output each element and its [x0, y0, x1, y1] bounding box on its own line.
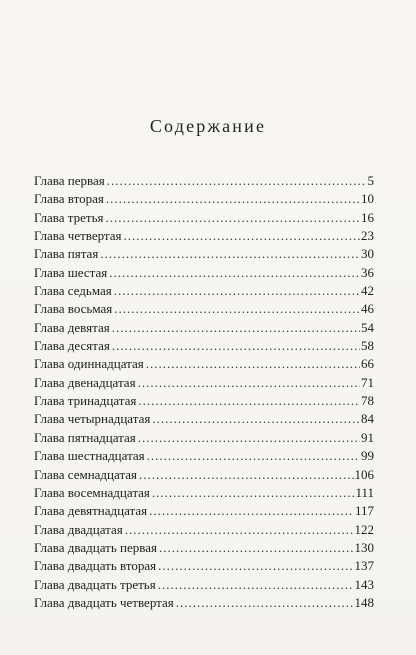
- toc-entry-title: Глава десятая: [34, 338, 110, 354]
- dot-leader: [138, 429, 360, 447]
- toc-entry: [34, 172, 374, 190]
- toc-entry-title: Глава шестая: [34, 264, 108, 280]
- dot-leader: [100, 245, 360, 263]
- toc-entry-title: Глава тринадцатая: [34, 393, 137, 409]
- toc-entry: [34, 521, 374, 539]
- toc-entry-title: Глава двадцать вторая: [34, 558, 157, 574]
- toc-entry-page-number: 111: [355, 484, 374, 500]
- dot-leader: [158, 557, 353, 575]
- toc-entry: [34, 300, 374, 318]
- toc-entry: [34, 594, 374, 612]
- toc-entry-page-number: 122: [354, 521, 374, 537]
- toc-entry: [34, 539, 374, 557]
- toc-entry-page-number: 54: [361, 319, 374, 335]
- toc-entry-page-number: 5: [367, 173, 374, 188]
- toc-entry: [34, 245, 374, 263]
- toc-entry-page-number: 10: [361, 191, 374, 207]
- toc-entry-page-number: 16: [361, 209, 374, 225]
- toc-entry: [34, 557, 374, 575]
- toc-entry-title: Глава двадцать третья: [34, 576, 156, 592]
- toc-entry-title: Глава восьмая: [34, 301, 113, 317]
- toc-entry: [34, 429, 374, 447]
- toc-entry-title: Глава двадцатая: [34, 521, 123, 537]
- toc-entry-page-number: 143: [354, 576, 374, 592]
- dot-leader: [109, 264, 360, 282]
- toc-entry-page-number: 99: [361, 448, 374, 464]
- toc-entry: [34, 190, 374, 208]
- toc-entry-page-number: 36: [361, 264, 374, 280]
- toc-entry: [34, 227, 374, 245]
- toc-entry-title: Глава двадцать первая: [34, 539, 157, 555]
- toc-entry: [34, 374, 374, 392]
- toc-entry-page-number: 58: [361, 338, 374, 354]
- dot-leader: [106, 190, 360, 208]
- dot-leader: [114, 300, 360, 318]
- dot-leader: [138, 392, 360, 410]
- toc-entry-title: Глава первая: [34, 173, 105, 188]
- toc-entry: [34, 484, 374, 502]
- dot-leader: [107, 172, 367, 190]
- toc-entry: [34, 410, 374, 428]
- toc-entry-page-number: 30: [361, 246, 374, 262]
- toc-entry-title: Глава двадцать четвертая: [34, 594, 174, 610]
- dot-leader: [147, 447, 360, 465]
- toc-entry-page-number: 106: [354, 466, 374, 482]
- dot-leader: [146, 355, 360, 373]
- dot-leader: [112, 319, 360, 337]
- toc-entry-title: Глава девятая: [34, 319, 110, 335]
- toc-entry: [34, 264, 374, 282]
- toc-entry: [34, 209, 374, 227]
- toc-entry: [34, 466, 374, 484]
- toc-entry-title: Глава четвертая: [34, 228, 122, 244]
- toc-entry-title: Глава четырнадцатая: [34, 411, 151, 427]
- toc-entry-title: Глава одиннадцатая: [34, 356, 144, 372]
- dot-leader: [139, 466, 353, 484]
- toc-entry-title: Глава пятнадцатая: [34, 429, 136, 445]
- toc-entry-title: Глава двенадцатая: [34, 374, 136, 390]
- toc-entry-page-number: 66: [361, 356, 374, 372]
- toc-entry: [34, 282, 374, 300]
- dot-leader: [158, 576, 354, 594]
- dot-leader: [114, 282, 360, 300]
- toc-entry-page-number: 137: [354, 558, 374, 574]
- toc-entry: [34, 502, 374, 520]
- toc-entry-page-number: 78: [361, 393, 374, 409]
- dot-leader: [138, 374, 360, 392]
- toc-entry-page-number: 46: [361, 301, 374, 317]
- toc-entry-title: Глава шестнадцатая: [34, 448, 145, 464]
- table-of-contents: [34, 172, 374, 612]
- toc-entry: [34, 576, 374, 594]
- toc-entry-title: Глава вторая: [34, 191, 104, 207]
- dot-leader: [125, 521, 354, 539]
- toc-entry-page-number: 84: [361, 411, 374, 427]
- dot-leader: [112, 337, 360, 355]
- toc-entry: [34, 319, 374, 337]
- page-title: Содержание: [149, 116, 267, 136]
- toc-entry: [34, 447, 374, 465]
- toc-entry-page-number: 71: [361, 374, 374, 390]
- toc-entry: [34, 392, 374, 410]
- dot-leader: [149, 502, 354, 520]
- toc-entry-page-number: 148: [354, 594, 374, 610]
- toc-entry-page-number: 23: [361, 228, 374, 244]
- toc-entry-title: Глава третья: [34, 209, 104, 225]
- toc-entry-page-number: 91: [361, 429, 374, 445]
- dot-leader: [176, 594, 354, 612]
- toc-entry-page-number: 130: [354, 539, 374, 555]
- dot-leader: [152, 484, 355, 502]
- toc-entry-title: Глава седьмая: [34, 283, 112, 299]
- toc-entry-title: Глава пятая: [34, 246, 99, 262]
- dot-leader: [159, 539, 354, 557]
- toc-entry-title: Глава семнадцатая: [34, 466, 138, 482]
- toc-entry-title: Глава девятнадцатая: [34, 503, 148, 519]
- toc-entry-page-number: 117: [354, 503, 374, 519]
- dot-leader: [124, 227, 360, 245]
- toc-entry: [34, 337, 374, 355]
- toc-entry-page-number: 42: [361, 283, 374, 299]
- toc-entry: [34, 355, 374, 373]
- toc-entry-title: Глава восемнадцатая: [34, 484, 150, 500]
- dot-leader: [152, 410, 360, 428]
- dot-leader: [105, 209, 360, 227]
